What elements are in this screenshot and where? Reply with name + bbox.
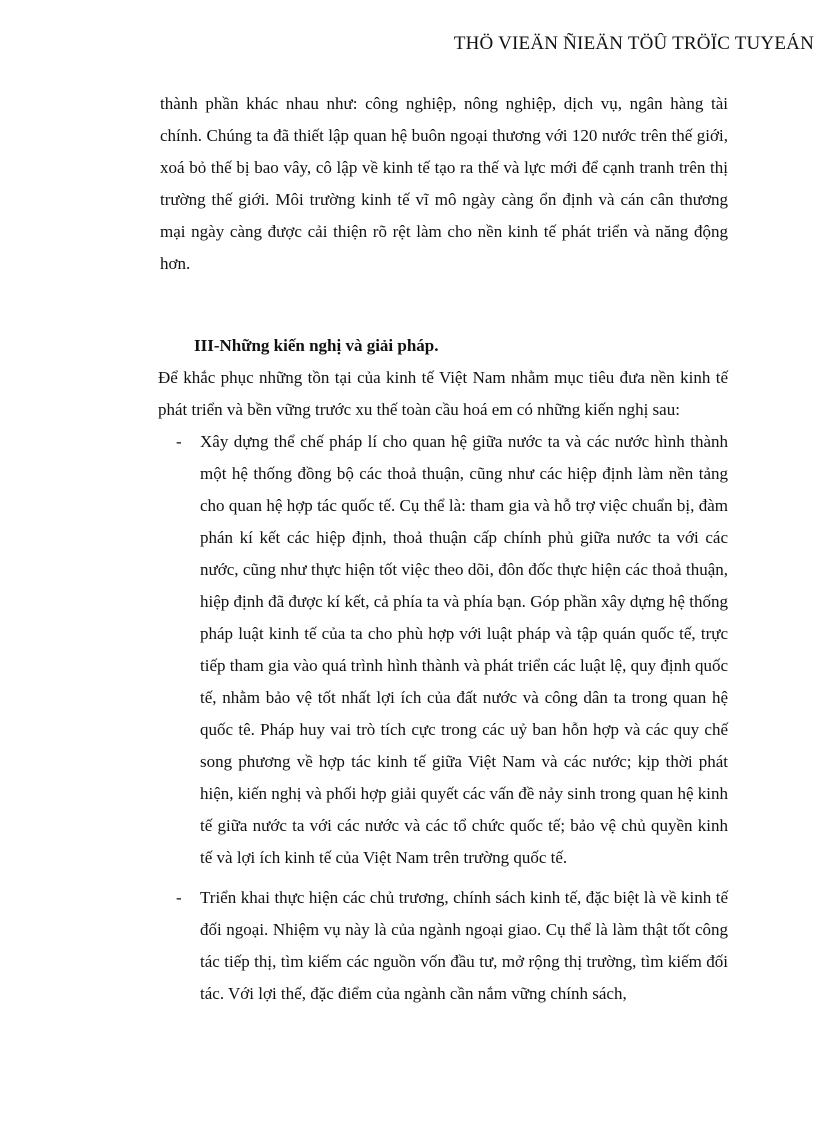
list-item-text: Xây dựng thể chế pháp lí cho quan hệ giữa nước ta và các nước hình thành một hệ thống đồng bộ các thoả thuận, cũng như các hiệp định làm nền tảng cho quan hệ hợp tác quốc tế. Cụ thể là: tham gia và hỗ trợ việc chuẩn bị, đàm phán kí kết các hiệp định, thoả thuận cấp chính phủ giữa nước ta với các nước, cũng như thực hiện tốt việc theo dõi, đôn đốc thực hiện các thoả thuận, hiệp định đã được kí kết, cả phía ta và phía bạn. Góp phần xây dựng hệ thống pháp luật kinh tế của ta cho phù hợp với luật pháp và tập quán quốc tế, trực tiếp tham gia vào quá trình hình thành và phát triển các luật lệ, quy định quốc tế, nhằm bảo vệ tốt nhất lợi ích của đất nước và công dân ta trong quan hệ quốc tê. Pháp huy vai trò tích cực trong các uỷ ban hỗn hợp và các quy chế song phương về hợp tác kinh tế giữa Việt Nam và các nước; kịp thời phát hiện, kiến nghị và phối hợp giải quyết các vấn đề nảy sinh trong quan hệ kinh tế giữa nước ta với các nước và các tổ chức quốc tế; bảo vệ chủ quyền kinh tế và lợi ích kinh tế của Việt Nam trên trường quốc tế. (200, 432, 728, 867)
document-body (160, 88, 728, 1018)
list-item-text: Triển khai thực hiện các chủ trương, chính sách kinh tế, đặc biệt là về kinh tế đối ngoại. Nhiệm vụ này là của ngành ngoại giao. Cụ thể là làm thật tốt công tác tiếp thị, tìm kiếm các nguồn vốn đầu tư, mở rộng thị trường, tìm kiếm đối tác. Với lợi thế, đặc điểm của ngành cần nắm vững chính sách, (200, 888, 728, 1003)
section-heading: III-Những kiến nghị và giải pháp. (194, 336, 439, 355)
intro-wrapper (158, 362, 728, 426)
page-header (0, 33, 816, 55)
list-item (160, 882, 728, 1010)
list-item (160, 426, 728, 874)
opening-paragraph: thành phần khác nhau như: công nghiệp, nông nghiệp, dịch vụ, ngân hàng tài chính. Chúng ta đã thiết lập quan hệ buôn ngoại thương với 120 nước trên thế giới, xoá bỏ thế bị bao vây, cô lập về kinh tế tạo ra thế và lực mới để cạnh tranh trên thị trường thế giới. Môi trường kinh tế vĩ mô ngày càng ổn định và cán cân thương mại ngày càng được cải thiện rõ rệt làm cho nền kinh tế phát triển và năng động hơn. (160, 94, 728, 273)
header-title: THÖ VIEÄN ÑIEÄN TÖÛ TRÖÏC TUYEÁN (453, 33, 814, 54)
recommendation-list (160, 426, 728, 1010)
bullet-dash: - (176, 888, 182, 907)
intro-paragraph: Để khắc phục những tồn tại của kinh tế Việt Nam nhằm mục tiêu đưa nền kinh tế phát triển và bền vững trước xu thế toàn cầu hoá em có những kiến nghị sau: (158, 368, 728, 419)
bullet-dash: - (176, 432, 182, 451)
